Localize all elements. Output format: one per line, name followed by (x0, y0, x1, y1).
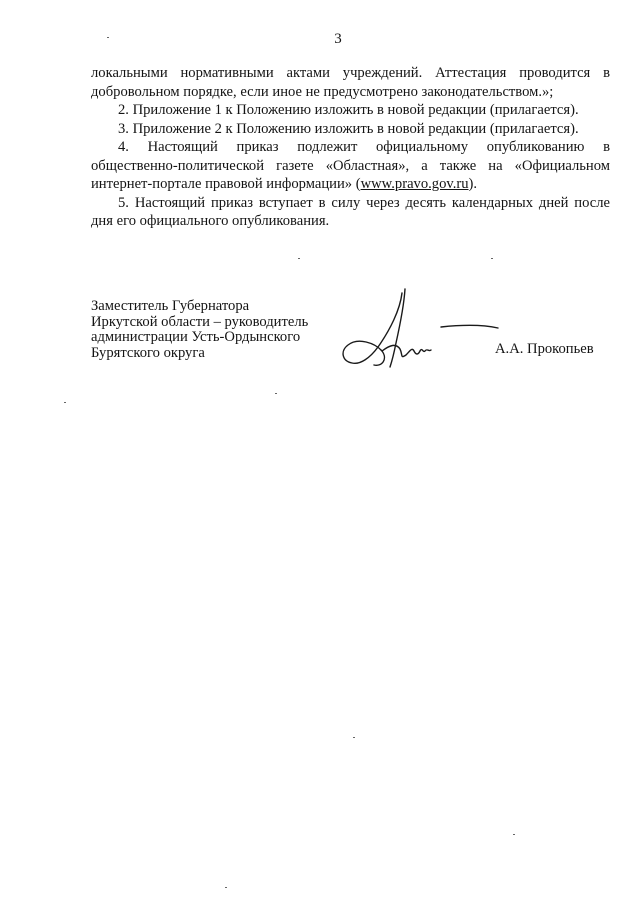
paragraph-item-3: 3. Приложение 2 к Положению изложить в новой редакции (прилагается). (118, 120, 579, 137)
scan-speck (513, 834, 515, 835)
scan-speck (107, 37, 109, 38)
page-number: 3 (334, 31, 342, 47)
signatory-title-line-1: Заместитель Губернатора (91, 298, 250, 314)
signatory-title-line-2: Иркутской области – руководитель (91, 313, 309, 330)
scan-speck (491, 258, 493, 259)
signatory-title (91, 299, 308, 361)
paragraph-item-2: 2. Приложение 1 к Положению изложить в новой редакции (прилагается). (118, 102, 579, 118)
paragraph-item-4-end: ). (468, 176, 478, 192)
signatory-title-line-4: Бурятского округа (91, 344, 205, 361)
handwritten-signature (330, 285, 510, 380)
scan-speck (275, 393, 277, 394)
body-text (91, 64, 610, 231)
pravo-link[interactable]: www.pravo.gov.ru (360, 176, 469, 192)
scan-speck (353, 737, 355, 738)
paragraph-item-4-text: 4. Настоящий приказ подлежит официальному опубликованию в общественно-политической газете «Областная», а также на «Официальном интернет-портале правовой информации» ( (91, 139, 610, 192)
scan-speck (298, 258, 300, 259)
paragraph-continuation: локальными нормативными актами учреждений. Аттестация проводится в добровольном порядке, если иное не предусмотрено законодательством.»; (91, 65, 610, 100)
paragraph-item-5: 5. Настоящий приказ вступает в силу через десять календарных дней после дня его официального опубликования. (91, 194, 610, 229)
scan-speck (225, 887, 227, 888)
signatory-title-line-3: администрации Усть-Ордынского (91, 329, 301, 345)
signatory-name: А.А. Прокопьев (495, 341, 594, 357)
paragraph-item-4 (91, 138, 610, 194)
scan-speck (64, 402, 66, 403)
